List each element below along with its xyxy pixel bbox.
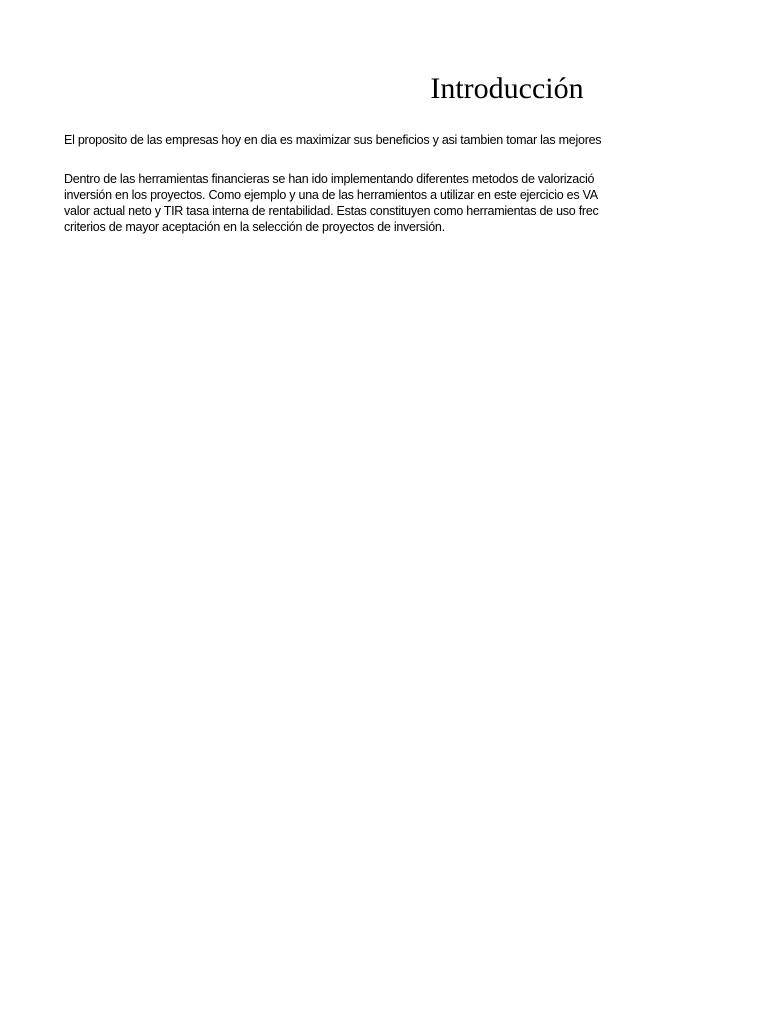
paragraph-2-line-2: inversión en los proyectos. Como ejemplo y una de las herramientos a utilizar en este ejercicio es VA [64,188,598,202]
page-title: Introducción [430,72,584,105]
paragraph-2-line-1: Dentro de las herramientas financieras se han ido implementando diferentes metodos de valorizació [64,172,595,186]
paragraph-1-line-1: El proposito de las empresas hoy en dia es maximizar sus beneficios y asi tambien tomar las mejores [64,133,602,147]
paragraph-2-line-3: valor actual neto y TIR tasa interna de rentabilidad. Estas constituyen como herramientas de uso frec [64,204,599,218]
paragraph-2-line-4: criterios de mayor aceptación en la selección de proyectos de inversión. [64,220,445,234]
